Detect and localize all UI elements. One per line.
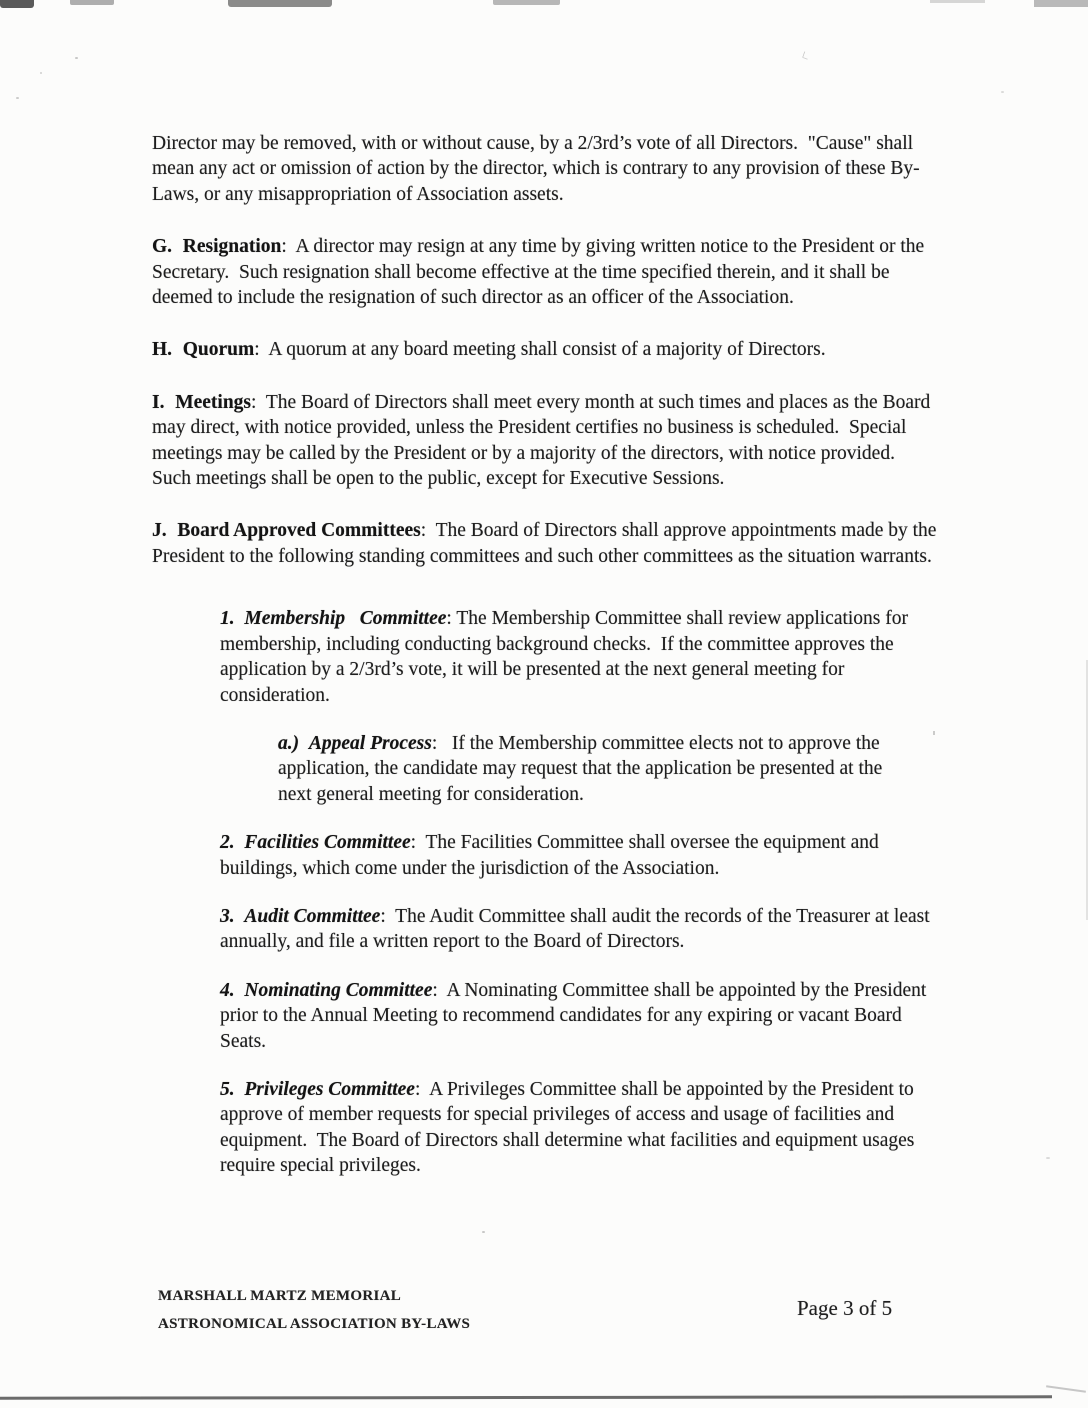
section-board-approved-committees	[152, 518, 942, 569]
page-footer	[158, 1282, 938, 1338]
committee-title: Facilities Committee	[244, 832, 411, 854]
committee-title: Membership Committee	[244, 608, 447, 630]
committee-facilities	[220, 830, 932, 881]
committee-body: A Nominating Committee shall be appointed by the President prior to the Annual Meeting to recommend candidates for any expiring or vacant Board Seats.	[220, 979, 932, 1052]
committee-body: The Audit Committee shall audit the records of the Treasurer at least annually, and file a written report to the Board of Directors.	[220, 905, 935, 953]
scan-artifact-bottom-edge	[1046, 1385, 1086, 1393]
clause-body: If the Membership committee elects not to approve the application, the candidate may request that the application be presented at the next general meeting for consideration.	[278, 732, 888, 805]
scan-speck	[1001, 91, 1004, 93]
committee-title: Nominating Committee	[244, 979, 433, 1001]
committee-label: 3.	[220, 905, 235, 927]
intro-paragraph: Director may be removed, with or without cause, by a 2/3rd’s vote of all Directors. "Cause" shall mean any act or omission of action by the director, which is contrary to any provision of these By-Laws, or any misappropriation of Association assets.	[152, 133, 920, 205]
section-body: The Board of Directors shall meet every month at such times and places as the Board may direct, with notice provided, unless the President certifies no business is scheduled. Special meetings may be called by the President or by a majority of the directors, with notice provided. Such meetings shall be open to the public, except for Executive Sessions.	[152, 391, 936, 490]
footer-org-line2: ASTRONOMICAL ASSOCIATION BY-LAWS	[158, 1316, 471, 1332]
section-heading	[152, 339, 254, 360]
scan-speck	[802, 51, 810, 60]
heading-separator: :	[414, 1078, 430, 1100]
committee-privileges	[220, 1077, 932, 1179]
committee-heading	[220, 980, 432, 1001]
heading-separator: :	[432, 979, 447, 1001]
section-label: J.	[152, 520, 167, 542]
scan-speck	[16, 97, 19, 99]
committee-heading	[220, 832, 411, 853]
heading-separator: :	[254, 339, 269, 361]
scan-artifact-top-edge	[0, 0, 34, 8]
scan-speck	[75, 57, 78, 59]
committee-title: Audit Committee	[244, 905, 381, 927]
section-meetings	[152, 390, 942, 492]
section-title: Quorum	[182, 339, 255, 361]
committee-audit	[220, 904, 935, 955]
section-heading	[152, 392, 251, 413]
committee-nominating	[220, 978, 932, 1054]
scan-artifact-top-edge	[930, 0, 985, 3]
clause-heading	[278, 733, 432, 754]
scan-artifact-top-edge	[493, 0, 560, 5]
section-heading	[152, 520, 421, 541]
committee-heading	[220, 906, 380, 927]
section-label: G.	[152, 236, 173, 258]
committee-label: 4.	[220, 979, 235, 1001]
committee-label: 5.	[220, 1078, 235, 1100]
heading-separator: :	[281, 236, 296, 258]
section-label: I.	[152, 391, 165, 413]
section-body: The Board of Directors shall approve appointments made by the President to the following standing committees and such other committees as the situation warrants.	[152, 520, 942, 567]
scan-speck	[1046, 1157, 1050, 1159]
heading-separator: :	[410, 832, 426, 854]
heading-separator: :	[420, 520, 436, 542]
section-heading	[152, 236, 281, 257]
section-resignation	[152, 234, 942, 310]
scan-artifact-top-edge	[70, 0, 114, 5]
heading-separator: :	[431, 732, 452, 754]
committee-body: A Privileges Committee shall be appointed by the President to approve of member requests for special privileges of access and usage of facilities and equipment. The Board of Directors shall determine what facilities and equipment usages require special privileges.	[220, 1078, 920, 1177]
section-title: Board Approved Committees	[177, 520, 421, 542]
heading-separator: :	[446, 608, 457, 630]
page-number: Page 3 of 5	[797, 1296, 893, 1320]
scan-artifact-top-edge	[228, 0, 332, 7]
committee-body: The Membership Committee shall review applications for membership, including conducting background checks. If the committee approves the application by a 2/3rd’s vote, it will be presented at the next general meeting for consideration.	[220, 608, 913, 706]
scan-speck	[482, 1231, 485, 1233]
appeal-process-clause	[278, 731, 902, 807]
committee-heading	[220, 1079, 415, 1100]
clause-title: Appeal Process	[308, 732, 432, 754]
committee-label: 1.	[220, 608, 235, 630]
section-quorum	[152, 337, 942, 362]
heading-separator: :	[380, 905, 396, 927]
scan-speck	[40, 72, 42, 74]
document-body	[152, 131, 952, 1202]
section-body: A quorum at any board meeting shall consist of a majority of Directors.	[268, 339, 826, 361]
committee-label: 2.	[220, 832, 235, 854]
committee-title: Privileges Committee	[244, 1078, 415, 1100]
committee-heading	[220, 608, 446, 629]
section-title: Resignation	[182, 236, 282, 258]
heading-separator: :	[251, 391, 266, 413]
committee-body: The Facilities Committee shall oversee the equipment and buildings, which come under the jurisdiction of the Association.	[220, 832, 884, 879]
clause-label: a.)	[278, 732, 300, 754]
scan-artifact-top-edge	[1034, 0, 1088, 7]
scan-artifact-bottom-edge	[0, 1395, 1052, 1399]
footer-org-line1: MARSHALL MARTZ MEMORIAL	[158, 1288, 402, 1304]
section-label: H.	[152, 339, 173, 361]
section-body: A director may resign at any time by giving written notice to the President or the Secretary. Such resignation shall become effective at the time specified therein, and it shall be deemed to include the resignation of such director as an officer of the Association.	[152, 236, 930, 309]
committee-membership	[220, 606, 932, 708]
section-title: Meetings	[175, 391, 251, 413]
